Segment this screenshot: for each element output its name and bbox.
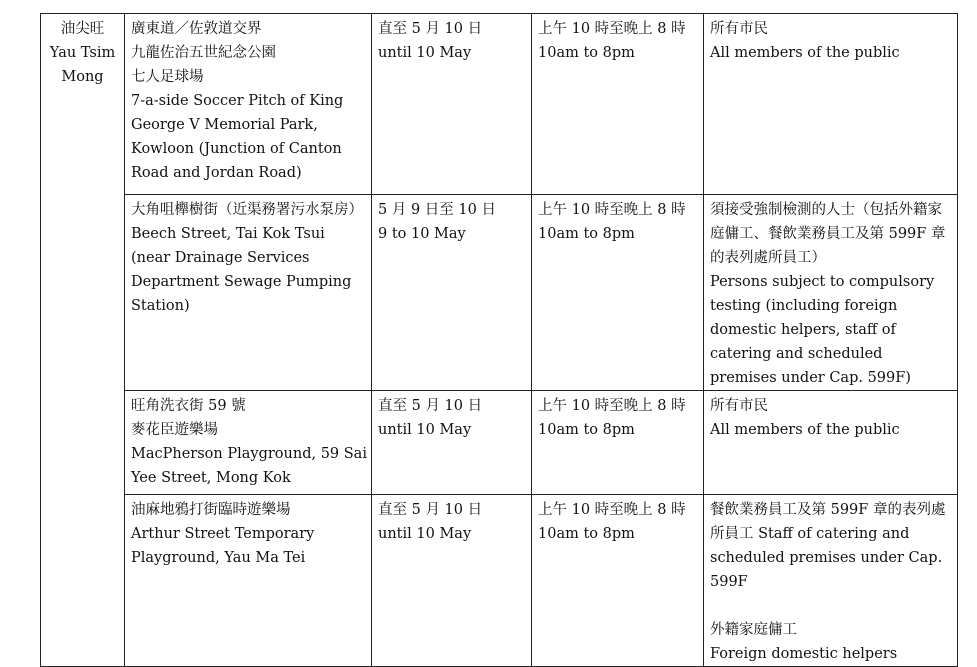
date-cell bbox=[372, 14, 532, 195]
target-text: All members of the public bbox=[710, 45, 900, 61]
date-text: until 10 May bbox=[378, 45, 472, 61]
venue-text: 7-a-side Soccer Pitch of King George V Memorial Park, Kowloon (Junction of Canton Road and Jordan Road) bbox=[131, 93, 344, 181]
venue-text: 七人足球場 bbox=[131, 69, 204, 85]
target-cell bbox=[704, 14, 958, 195]
time-text: 上午 10 時至晚上 8 時 bbox=[538, 398, 686, 414]
venue-cell bbox=[125, 14, 372, 195]
target-text: Persons subject to compulsory testing (including foreign domestic helpers, staff of catering and scheduled premises under Cap. 599F) bbox=[710, 274, 935, 386]
time-text: 10am to 8pm bbox=[538, 226, 635, 242]
date-text: 直至 5 月 10 日 bbox=[378, 21, 483, 37]
time-cell bbox=[532, 14, 704, 195]
venue-text: 油麻地鴉打街臨時遊樂場 bbox=[131, 502, 291, 518]
date-text: 5 月 9 日至 10 日 bbox=[378, 202, 496, 218]
time-text: 10am to 8pm bbox=[538, 422, 635, 438]
venue-cell bbox=[125, 495, 372, 667]
district-name-en-cont: Mong bbox=[61, 69, 104, 85]
venue-text: MacPherson Playground, 59 Sai Yee Street, Mong Kok bbox=[131, 446, 367, 486]
table-row bbox=[41, 391, 958, 495]
target-text: 外籍家庭傭工 bbox=[710, 622, 797, 638]
date-cell bbox=[372, 495, 532, 667]
date-text: until 10 May bbox=[378, 422, 472, 438]
table-row bbox=[41, 495, 958, 667]
date-cell bbox=[372, 195, 532, 391]
time-cell bbox=[532, 495, 704, 667]
venue-text: 麥花臣遊樂場 bbox=[131, 422, 218, 438]
venue-cell bbox=[125, 391, 372, 495]
district-name-zh: 油尖旺 bbox=[60, 21, 105, 37]
target-text: 所有市民 bbox=[710, 398, 768, 414]
table-row bbox=[41, 14, 958, 195]
target-cell bbox=[704, 391, 958, 495]
venue-text: Arthur Street Temporary Playground, Yau Ma Tei bbox=[131, 526, 315, 566]
paragraph-gap bbox=[710, 594, 953, 618]
time-text: 上午 10 時至晚上 8 時 bbox=[538, 502, 686, 518]
venue-text: 大角咀櫸樹街（近渠務署污水泵房） bbox=[131, 202, 363, 218]
date-text: 9 to 10 May bbox=[378, 226, 466, 242]
date-text: until 10 May bbox=[378, 526, 472, 542]
target-text: 餐飲業務員工及第 599F 章的表列處所員工 Staff of catering and scheduled premises under Cap. 599F bbox=[710, 502, 946, 590]
time-text: 上午 10 時至晚上 8 時 bbox=[538, 21, 686, 37]
time-cell bbox=[532, 195, 704, 391]
time-cell bbox=[532, 391, 704, 495]
target-cell bbox=[704, 495, 958, 667]
venue-cell bbox=[125, 195, 372, 391]
venue-text: 九龍佐治五世紀念公園 bbox=[131, 45, 276, 61]
date-cell bbox=[372, 391, 532, 495]
target-cell bbox=[704, 195, 958, 391]
time-text: 10am to 8pm bbox=[538, 526, 635, 542]
venue-text: 廣東道／佐敦道交界 bbox=[131, 21, 262, 37]
date-text: 直至 5 月 10 日 bbox=[378, 398, 483, 414]
target-text: 須接受強制檢測的人士（包括外籍家庭傭工、餐飲業務員工及第 599F 章的表列處所員工） bbox=[710, 202, 946, 266]
target-text: All members of the public bbox=[710, 422, 900, 438]
venue-text: 旺角洗衣街 59 號 bbox=[131, 398, 246, 414]
testing-venues-table bbox=[40, 13, 958, 667]
target-text: 所有市民 bbox=[710, 21, 768, 37]
date-text: 直至 5 月 10 日 bbox=[378, 502, 483, 518]
district-name-en: Yau Tsim bbox=[49, 45, 116, 61]
table-row bbox=[41, 195, 958, 391]
time-text: 上午 10 時至晚上 8 時 bbox=[538, 202, 686, 218]
venue-text: Beech Street, Tai Kok Tsui (near Drainage Services Department Sewage Pumping Station) bbox=[131, 226, 352, 314]
time-text: 10am to 8pm bbox=[538, 45, 635, 61]
district-cell bbox=[41, 14, 125, 667]
target-text: Foreign domestic helpers bbox=[710, 646, 898, 662]
